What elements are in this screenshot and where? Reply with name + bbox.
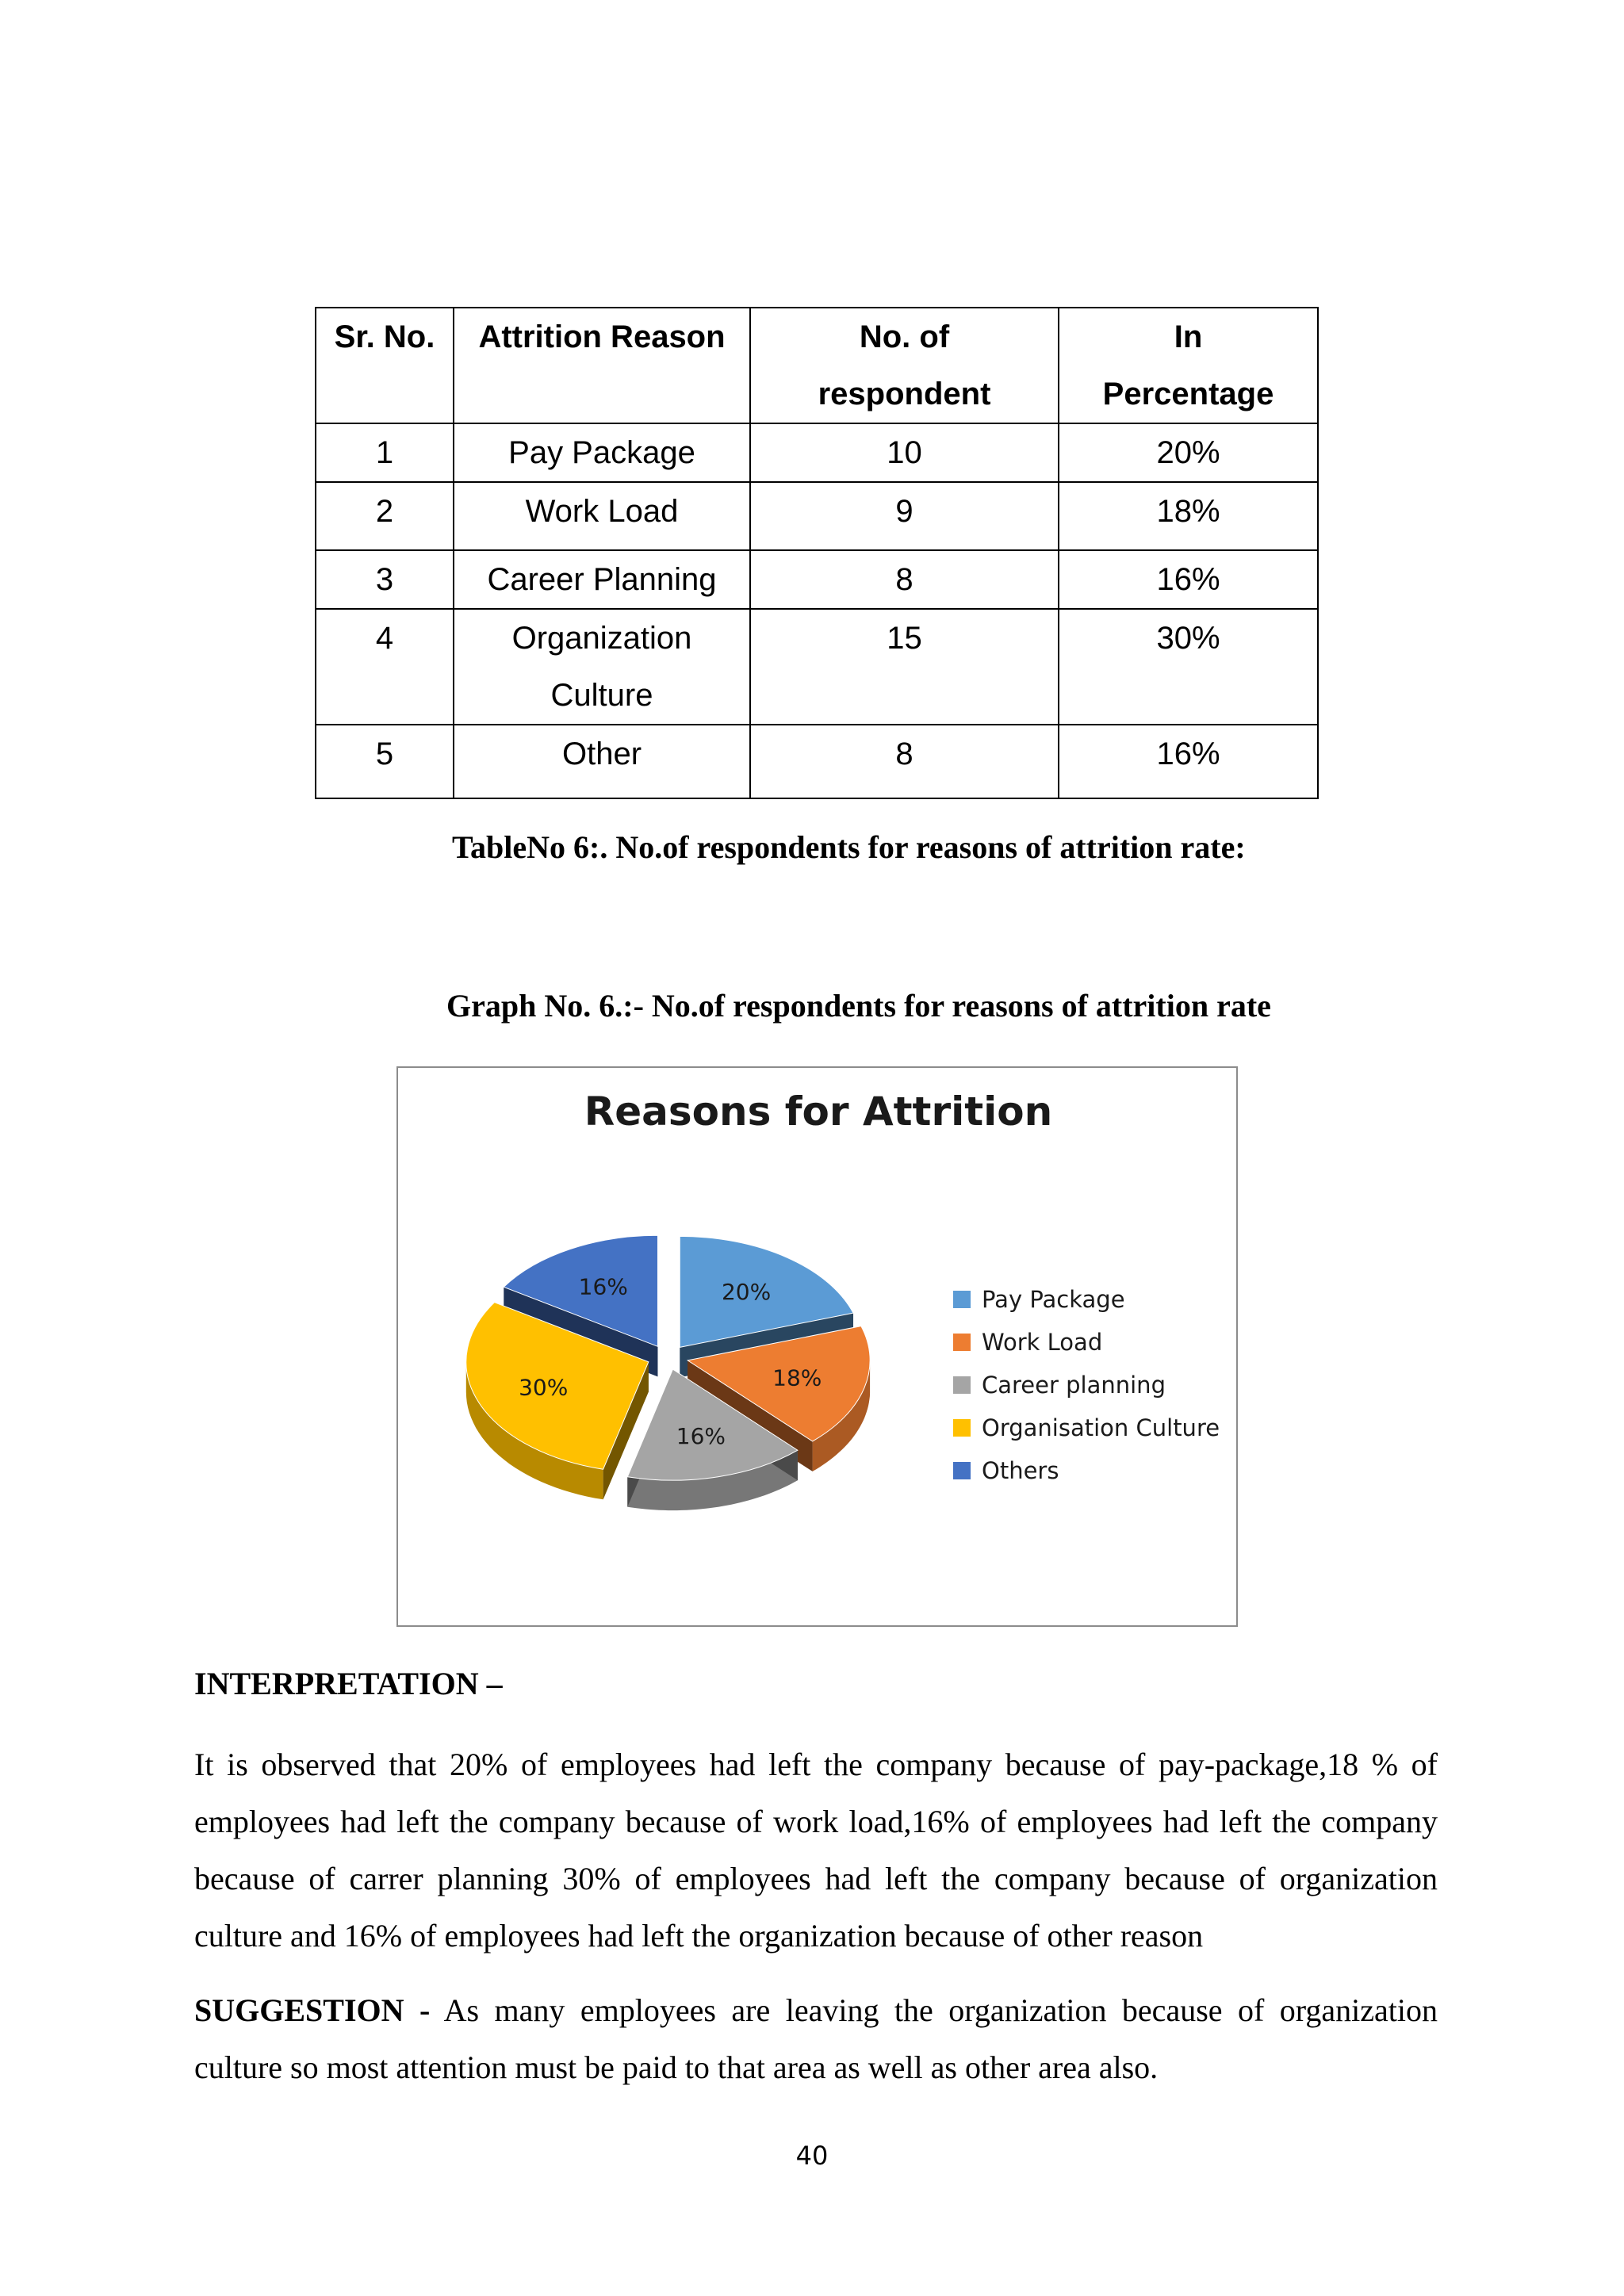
interpretation-heading: INTERPRETATION – [194,1666,503,1701]
pie-data-label: 16% [578,1273,628,1300]
legend-label: Organisation Culture [982,1414,1220,1441]
cell-pct: 16% [1059,550,1318,609]
cell-count: 9 [750,482,1059,550]
table-row [316,725,1318,798]
legend-swatch [953,1291,971,1308]
cell-reason: Other [454,725,750,798]
cell-reason: Career Planning [454,550,750,609]
cell-sr: 3 [316,550,454,609]
legend-item [953,1406,1220,1449]
page-number: 40 [795,2141,829,2171]
cell-pct: 16% [1059,725,1318,798]
header-no-of-respondent: No. of respondent [750,308,1059,423]
legend-swatch [953,1376,971,1394]
legend-label: Pay Package [982,1286,1125,1313]
interpretation-text: It is observed that 20% of employees had left the company because of pay-package,18 % of employees had left the company because of work load,16% of employees had left the company because of carrer planning 30% of employees had left the company because of organization culture and 16% of employees had left the organization because of other reason [194,1747,1438,1954]
cell-sr: 2 [316,482,454,550]
chart-title: Reasons for Attrition [584,1089,1053,1135]
legend-item [953,1321,1220,1364]
table-header-row [316,308,1318,423]
cell-count: 8 [750,550,1059,609]
cell-sr: 4 [316,609,454,725]
suggestion-text: As many employees are leaving the organization because of organization culture so most attention must be paid to that area as well as other area also. [194,1992,1438,2085]
header-sr-no: Sr. No. [316,308,454,423]
cell-pct: 30% [1059,609,1318,725]
table-row [316,482,1318,550]
legend-label: Career planning [982,1372,1166,1399]
header-attrition-reason: Attrition Reason [454,308,750,423]
suggestion-label: SUGGESTION - [194,1992,431,2028]
chart-legend [953,1278,1220,1492]
cell-count: 15 [750,609,1059,725]
pie-data-label: 18% [772,1364,822,1391]
graph-caption: Graph No. 6.:- No.of respondents for reasons of attrition rate [446,988,1271,1024]
cell-sr: 5 [316,725,454,798]
attrition-table [315,307,1319,799]
pie-data-label: 16% [676,1423,726,1450]
cell-pct: 20% [1059,423,1318,482]
legend-swatch [953,1419,971,1437]
cell-count: 8 [750,725,1059,798]
legend-label: Others [982,1457,1059,1484]
legend-item [953,1364,1220,1406]
legend-swatch [953,1334,971,1351]
legend-item [953,1449,1220,1492]
cell-count: 10 [750,423,1059,482]
suggestion-paragraph [194,1982,1438,2096]
cell-pct: 18% [1059,482,1318,550]
cell-reason: Pay Package [454,423,750,482]
table-row [316,609,1318,725]
pie-data-label: 30% [519,1374,569,1401]
header-in-percentage: In Percentage [1059,308,1318,423]
table-row [316,550,1318,609]
pie-data-label: 20% [721,1279,772,1306]
table-caption: TableNo 6:. No.of respondents for reasons of attrition rate: [452,829,1246,865]
legend-item [953,1278,1220,1321]
cell-reason: Work Load [454,482,750,550]
legend-swatch [953,1462,971,1479]
cell-sr: 1 [316,423,454,482]
table-row [316,423,1318,482]
legend-label: Work Load [982,1329,1103,1356]
pie-chart [396,1066,1238,1627]
cell-reason: Organization Culture [454,609,750,725]
